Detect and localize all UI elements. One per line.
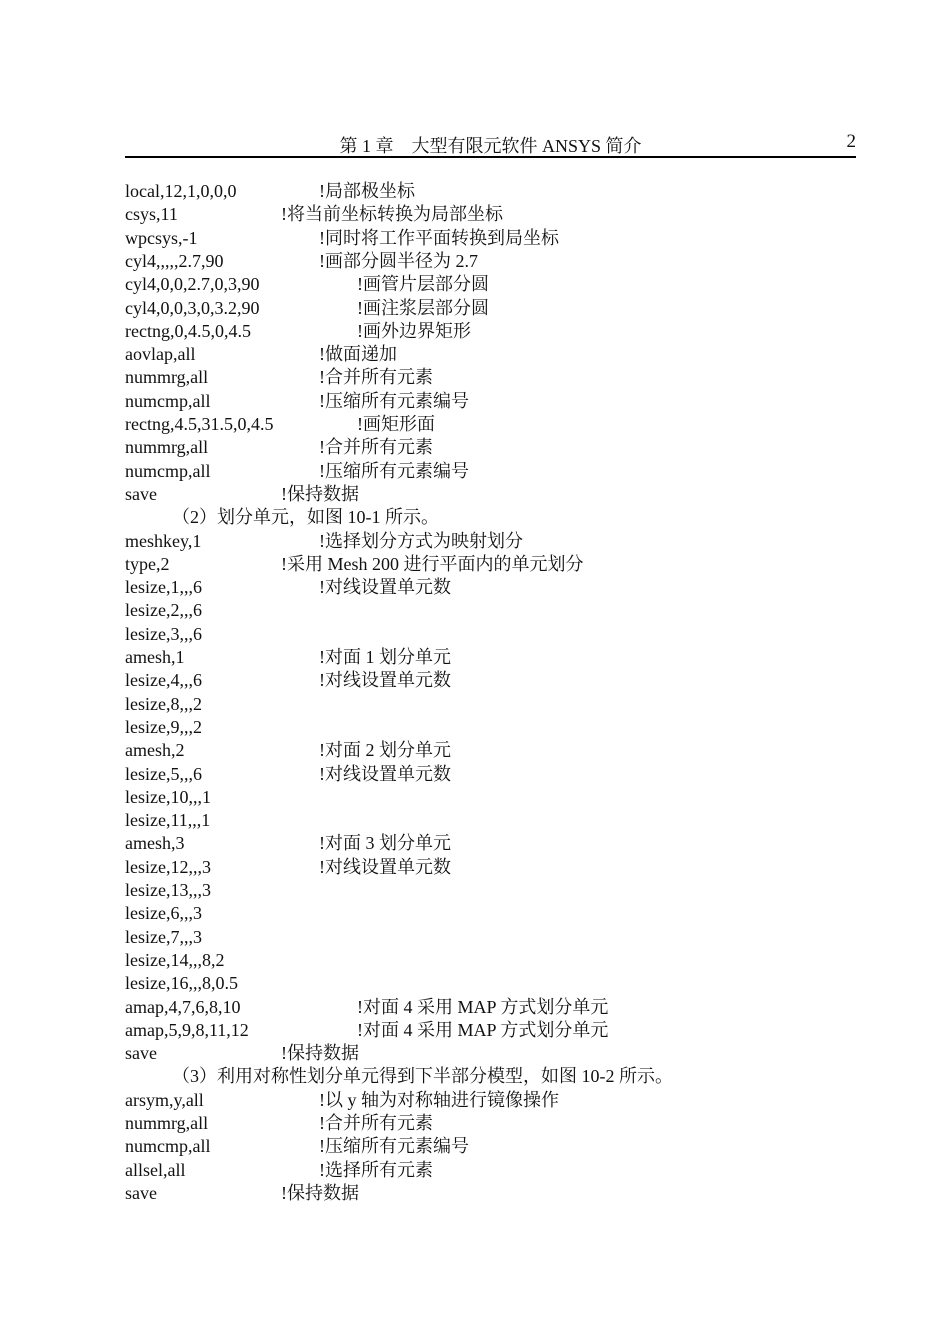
comment-text: !以 y 轴为对称轴进行镜像操作 — [319, 1089, 559, 1110]
paragraph-text: （2）划分单元，如图 10-1 所示。 — [172, 507, 439, 528]
comment-text: !保持数据 — [281, 483, 359, 504]
code-line — [0, 296, 950, 320]
comment-text: !画矩形面 — [357, 414, 435, 434]
command-text: save — [125, 1182, 157, 1203]
command-text: csys,11 — [125, 204, 178, 225]
command-text: rectng,4.5,31.5,0,4.5 — [125, 414, 274, 434]
command-text: lesize,3,,,6 — [125, 623, 202, 644]
comment-text: !局部极坐标 — [319, 181, 415, 201]
code-line — [0, 1181, 950, 1205]
code-line — [0, 808, 950, 832]
code-line — [0, 365, 950, 389]
comment-text: !对面 4 采用 MAP 方式划分单元 — [357, 996, 609, 1017]
comment-text: !画外边界矩形 — [357, 320, 471, 341]
code-line — [0, 1018, 950, 1042]
command-text: lesize,1,,,6 — [125, 577, 202, 598]
command-text: lesize,9,,,2 — [125, 716, 202, 737]
comment-text: !对面 3 划分单元 — [319, 833, 451, 854]
code-line — [0, 1158, 950, 1182]
command-text: lesize,14,,,8,2 — [125, 949, 225, 970]
comment-text: !画注浆层部分圆 — [357, 297, 489, 318]
code-line — [0, 1111, 950, 1135]
comment-text: !采用 Mesh 200 进行平面内的单元划分 — [281, 553, 584, 574]
code-line — [0, 319, 950, 343]
command-text: lesize,11,,,1 — [125, 810, 211, 831]
command-text: amesh,1 — [125, 647, 185, 667]
command-text: cyl4,,,,,2.7,90 — [125, 250, 224, 271]
code-line — [0, 202, 950, 226]
command-text: wpcsys,-1 — [125, 227, 198, 248]
chapter-title: 第 1 章 大型有限元软件 ANSYS 简介 — [339, 136, 642, 156]
command-text: nummrg,all — [125, 1113, 209, 1133]
comment-text: !合并所有元素 — [319, 367, 433, 388]
code-line — [0, 179, 950, 203]
comment-text: !对线设置单元数 — [319, 856, 451, 877]
command-text: amesh,3 — [125, 833, 185, 854]
code-line — [0, 342, 950, 366]
command-text: rectng,0,4.5,0,4.5 — [125, 320, 251, 341]
comment-text: !压缩所有元素编号 — [319, 1136, 469, 1157]
comment-text: !画部分圆半径为 2.7 — [319, 250, 478, 271]
command-text: lesize,8,,,2 — [125, 693, 202, 714]
code-line — [0, 459, 950, 483]
code-line — [0, 389, 950, 413]
code-line — [0, 1088, 950, 1112]
command-text: arsym,y,all — [125, 1089, 204, 1110]
page-header — [125, 128, 856, 158]
comment-text: !压缩所有元素编号 — [319, 460, 469, 481]
command-text: numcmp,all — [125, 460, 211, 481]
command-text: save — [125, 1043, 157, 1064]
code-line — [0, 1041, 950, 1065]
comment-text: !对面 4 采用 MAP 方式划分单元 — [357, 1019, 609, 1040]
code-line — [0, 995, 950, 1019]
comment-text: !保持数据 — [281, 1182, 359, 1203]
code-line — [0, 598, 950, 622]
code-line — [0, 831, 950, 855]
code-line — [0, 855, 950, 879]
command-text: nummrg,all — [125, 437, 209, 458]
comment-text: !同时将工作平面转换到局坐标 — [319, 227, 559, 248]
code-line — [0, 249, 950, 273]
code-line — [0, 878, 950, 902]
command-text: lesize,4,,,6 — [125, 670, 202, 691]
comment-text: !对线设置单元数 — [319, 577, 451, 598]
command-text: amap,4,7,6,8,10 — [125, 996, 241, 1017]
code-line — [0, 529, 950, 553]
command-text: local,12,1,0,0,0 — [125, 181, 237, 201]
paragraph-text: （3）利用对称性划分单元得到下半部分模型，如图 10-2 所示。 — [172, 1066, 673, 1087]
code-line — [0, 435, 950, 459]
page-number: 2 — [846, 131, 856, 152]
comment-text: !对面 2 划分单元 — [319, 740, 451, 761]
code-line — [0, 482, 950, 506]
comment-text: !画管片层部分圆 — [357, 274, 489, 295]
command-text: amesh,2 — [125, 740, 185, 761]
code-line — [0, 272, 950, 296]
section-paragraph — [0, 505, 950, 529]
command-text: lesize,2,,,6 — [125, 600, 202, 621]
code-line — [0, 785, 950, 809]
comment-text: !保持数据 — [281, 1043, 359, 1064]
command-text: amap,5,9,8,11,12 — [125, 1019, 249, 1040]
code-line — [0, 668, 950, 692]
command-text: meshkey,1 — [125, 530, 202, 551]
command-text: lesize,12,,,3 — [125, 856, 211, 877]
command-text: save — [125, 483, 157, 504]
command-text: cyl4,0,0,2.7,0,3,90 — [125, 274, 260, 295]
code-line — [0, 901, 950, 925]
command-text: nummrg,all — [125, 367, 209, 388]
code-line — [0, 552, 950, 576]
code-line — [0, 948, 950, 972]
code-line — [0, 226, 950, 250]
comment-text: !对面 1 划分单元 — [319, 647, 451, 667]
command-text: lesize,7,,,3 — [125, 926, 202, 947]
command-text: lesize,5,,,6 — [125, 763, 202, 784]
code-line — [0, 738, 950, 762]
section-paragraph — [0, 1064, 950, 1088]
code-line — [0, 1134, 950, 1158]
command-text: lesize,13,,,3 — [125, 880, 211, 900]
command-text: lesize,6,,,3 — [125, 903, 202, 924]
code-line — [0, 971, 950, 995]
command-text: allsel,all — [125, 1159, 186, 1180]
comment-text: !对线设置单元数 — [319, 670, 451, 691]
command-text: aovlap,all — [125, 344, 196, 365]
code-line — [0, 575, 950, 599]
code-line — [0, 925, 950, 949]
code-line — [0, 645, 950, 669]
comment-text: !合并所有元素 — [319, 1113, 433, 1133]
command-text: numcmp,all — [125, 390, 211, 411]
command-text: lesize,16,,,8,0.5 — [125, 973, 238, 994]
command-text: numcmp,all — [125, 1136, 211, 1157]
code-line — [0, 762, 950, 786]
code-line — [0, 692, 950, 716]
comment-text: !选择划分方式为映射划分 — [319, 530, 523, 551]
command-text: lesize,10,,,1 — [125, 786, 211, 807]
comment-text: !选择所有元素 — [319, 1159, 433, 1180]
code-line — [0, 715, 950, 739]
comment-text: !压缩所有元素编号 — [319, 390, 469, 411]
comment-text: !对线设置单元数 — [319, 763, 451, 784]
comment-text: !合并所有元素 — [319, 437, 433, 458]
code-line — [0, 622, 950, 646]
comment-text: !将当前坐标转换为局部坐标 — [281, 204, 503, 225]
command-text: type,2 — [125, 553, 170, 574]
comment-text: !做面递加 — [319, 344, 397, 365]
code-line — [0, 412, 950, 436]
command-text: cyl4,0,0,3,0,3.2,90 — [125, 297, 260, 318]
